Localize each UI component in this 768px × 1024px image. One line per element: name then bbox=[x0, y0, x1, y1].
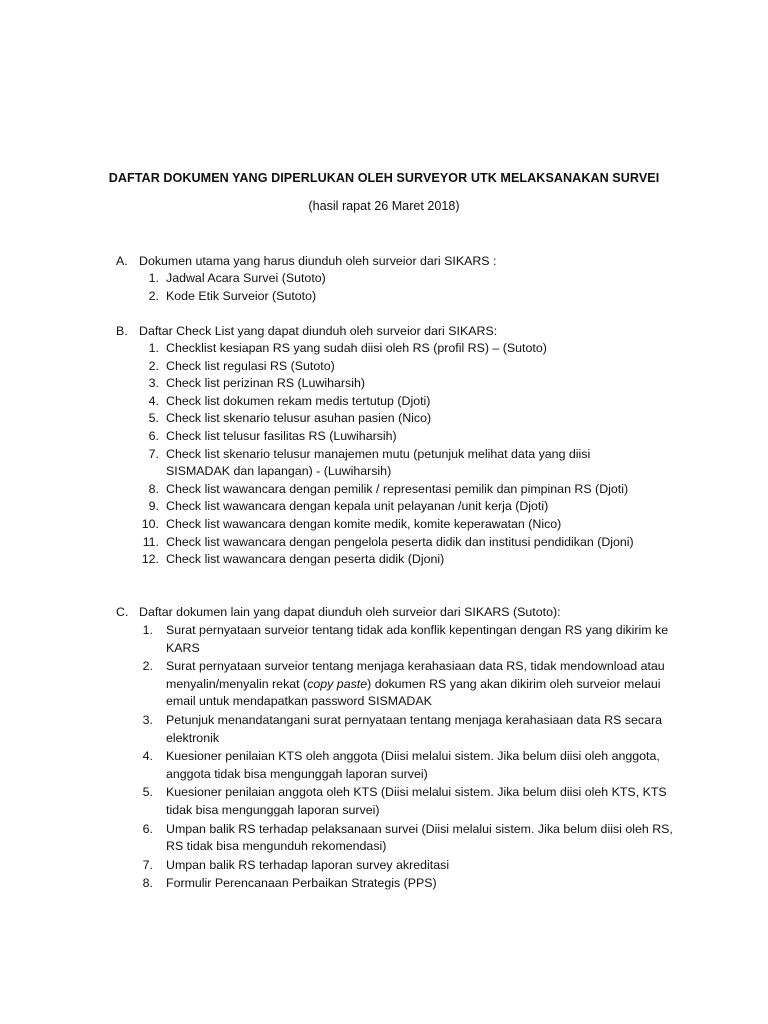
item-number: 5. bbox=[142, 785, 153, 800]
item-text: Petunjuk menandatangani surat pernyataan tentang menjaga kerahasiaan data RS secara elektronik bbox=[166, 712, 662, 745]
item-text: Check list regulasi RS (Sutoto) bbox=[166, 358, 335, 373]
list-item bbox=[0, 875, 768, 893]
item-text: Check list skenario telusur manajemen mutu (petunjuk melihat data yang diisi SISMADAK dan lapangan) - (Luwiharsih) bbox=[166, 446, 591, 479]
item-text: Checklist kesiapan RS yang sudah diisi oleh RS (profil RS) – (Sutoto) bbox=[166, 341, 547, 355]
list-item bbox=[0, 358, 768, 376]
list-item bbox=[0, 375, 768, 393]
section-heading bbox=[0, 252, 768, 270]
item-number: 10. bbox=[141, 516, 159, 531]
list-item bbox=[0, 393, 768, 411]
section-b bbox=[0, 322, 768, 569]
item-text: Check list wawancara dengan peserta didik (Djoni) bbox=[166, 552, 445, 567]
item-number: 1. bbox=[148, 271, 159, 285]
item-number: 6. bbox=[148, 428, 159, 443]
item-text: Kuesioner penilaian KTS oleh anggota (Diisi melalui sistem. Jika belum diisi oleh anggota, anggota tidak bisa mengunggah laporan survei) bbox=[166, 749, 660, 781]
item-number: 11. bbox=[142, 534, 159, 549]
item-text: Umpan balik RS terhadap pelaksanaan survei (Diisi melalui sistem. Jika belum diisi oleh RS, RS tidak bisa mengunduh rekomendasi) bbox=[166, 821, 673, 854]
list-item bbox=[0, 784, 768, 819]
list-item bbox=[0, 748, 768, 783]
item-text: Check list skenario telusur asuhan pasien (Nico) bbox=[166, 411, 432, 426]
list-item bbox=[0, 821, 768, 856]
list-item bbox=[0, 534, 768, 552]
item-text: Check list wawancara dengan komite medik, komite keperawatan (Nico) bbox=[166, 516, 562, 531]
section-letter: A. bbox=[116, 254, 128, 268]
list-item bbox=[0, 446, 768, 481]
section-c bbox=[0, 603, 768, 894]
item-number: 8. bbox=[142, 876, 153, 891]
item-number: 3. bbox=[142, 712, 153, 727]
section-heading-text: Dokumen utama yang harus diunduh oleh surveior dari SIKARS : bbox=[139, 254, 497, 268]
item-number: 2. bbox=[142, 659, 153, 674]
list-item bbox=[0, 481, 768, 499]
section-a bbox=[0, 252, 768, 305]
item-text: Check list wawancara dengan kepala unit pelayanan /unit kerja (Djoti) bbox=[166, 499, 549, 514]
item-text: Kuesioner penilaian anggota oleh KTS (Diisi melalui sistem. Jika belum diisi oleh KTS, KTS tidak bisa mengunggah laporan survei) bbox=[166, 785, 667, 817]
section-letter: B. bbox=[116, 324, 128, 338]
item-text: Check list wawancara dengan pengelola peserta didik dan institusi pendidikan (Djoni) bbox=[166, 534, 634, 549]
list-item bbox=[0, 857, 768, 875]
section-heading bbox=[0, 603, 768, 621]
item-text: Check list telusur fasilitas RS (Luwiharsih) bbox=[166, 428, 397, 443]
list-item bbox=[0, 340, 768, 358]
item-number: 1. bbox=[142, 623, 153, 637]
list-item bbox=[0, 410, 768, 428]
item-text bbox=[166, 658, 686, 711]
item-number: 2. bbox=[148, 288, 159, 303]
list-item bbox=[0, 658, 768, 711]
list-item bbox=[0, 428, 768, 446]
document-title: DAFTAR DOKUMEN YANG DIPERLUKAN OLEH SURVEYOR UTK MELAKSANAKAN SURVEI bbox=[108, 171, 660, 185]
item-text: Surat pernyataan surveior tentang tidak ada konflik kepentingan dengan RS yang dikirim ke KARS bbox=[166, 623, 669, 655]
section-letter: C. bbox=[116, 605, 129, 619]
item-text: Check list dokumen rekam medis tertutup (Djoti) bbox=[166, 393, 431, 408]
list-item bbox=[0, 498, 768, 516]
item-text: Jadwal Acara Survei (Sutoto) bbox=[166, 271, 326, 285]
list-item bbox=[0, 622, 768, 657]
item-number: 9. bbox=[148, 499, 159, 514]
item-text-part: Surat pernyataan surveior tentang menjaga kerahasiaan data RS, tidak mendownload atau menyalin/menyalin rekat ( bbox=[166, 659, 665, 691]
item-text-part: ) dokumen RS yang akan dikirim oleh surveior melaui email untuk mendapatkan password SISMADAK bbox=[166, 676, 661, 709]
list-item bbox=[0, 551, 768, 569]
list-item bbox=[0, 712, 768, 747]
item-number: 12. bbox=[141, 552, 159, 567]
item-number: 6. bbox=[142, 821, 153, 836]
item-number: 4. bbox=[142, 749, 153, 764]
list-item bbox=[0, 516, 768, 534]
section-heading-text: Daftar dokumen lain yang dapat diunduh oleh surveior dari SIKARS (Sutoto): bbox=[139, 605, 561, 619]
document-subtitle: (hasil rapat 26 Maret 2018) bbox=[308, 199, 460, 213]
list-item bbox=[0, 288, 768, 306]
section-b-list bbox=[0, 340, 768, 569]
item-text: Check list perizinan RS (Luwiharsih) bbox=[166, 376, 366, 391]
item-text: Formulir Perencanaan Perbaikan Strategis (PPS) bbox=[166, 876, 437, 891]
item-number: 5. bbox=[148, 411, 159, 426]
section-heading bbox=[0, 322, 768, 340]
list-item bbox=[0, 270, 768, 288]
section-heading-text: Daftar Check List yang dapat diunduh oleh surveior dari SIKARS: bbox=[139, 324, 498, 338]
item-text: Umpan balik RS terhadap laporan survey akreditasi bbox=[166, 857, 450, 872]
item-number: 7. bbox=[148, 446, 159, 461]
item-number: 8. bbox=[148, 481, 159, 496]
section-c-list bbox=[0, 622, 768, 893]
item-number: 7. bbox=[142, 857, 153, 872]
item-text: Kode Etik Surveior (Sutoto) bbox=[166, 288, 317, 303]
item-number: 2. bbox=[148, 358, 159, 373]
item-number: 4. bbox=[148, 393, 159, 408]
item-text: Check list wawancara dengan pemilik / representasi pemilik dan pimpinan RS (Djoti) bbox=[166, 481, 629, 496]
item-number: 3. bbox=[148, 376, 159, 391]
item-text-italic: copy paste bbox=[307, 676, 368, 691]
section-a-list bbox=[0, 270, 768, 305]
item-number: 1. bbox=[148, 341, 159, 355]
